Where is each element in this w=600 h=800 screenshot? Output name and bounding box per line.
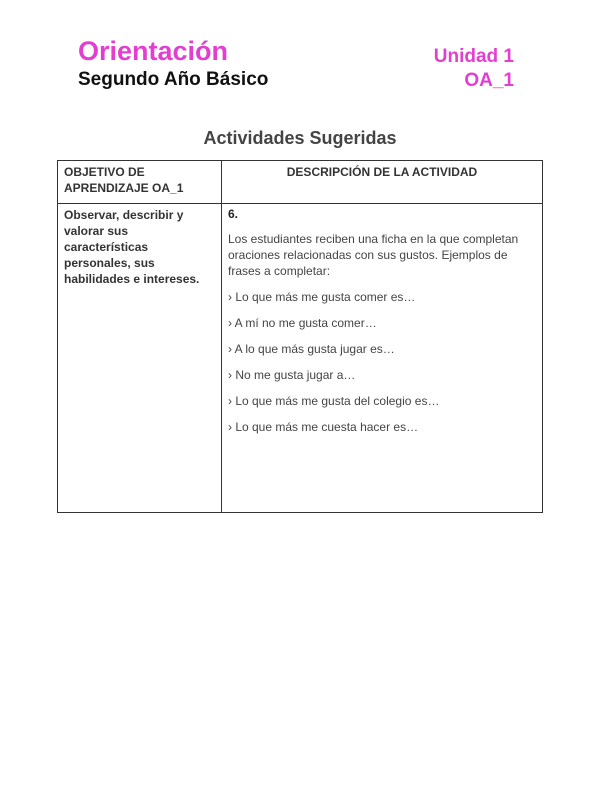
objective-text: Observar, describir y valorar sus características personales, sus habilidades e intereses. (64, 208, 200, 286)
activities-table (57, 160, 543, 513)
oa-label: OA_1 (464, 70, 514, 91)
phrase-item: › Lo que más me gusta comer es… (228, 290, 416, 304)
activity-number: 6. (228, 207, 239, 221)
phrase-item: › A mí no me gusta comer… (228, 316, 377, 330)
description-column-header: DESCRIPCIÓN DE LA ACTIVIDAD (222, 161, 543, 204)
subject-title: Orientación (78, 36, 229, 66)
page-header-left (78, 36, 268, 92)
section-title: Actividades Sugeridas (203, 128, 397, 148)
phrase-item: › A lo que más gusta jugar es… (228, 342, 395, 356)
unit-label: Unidad 1 (433, 46, 514, 67)
page-header-right (434, 45, 514, 93)
phrase-item: › Lo que más me cuesta hacer es… (228, 420, 419, 434)
description-cell (222, 204, 543, 513)
phrase-item: › No me gusta jugar a… (228, 368, 356, 382)
table-header-row (58, 161, 543, 204)
objective-cell (58, 204, 222, 513)
objective-column-header: OBJETIVO DE APRENDIZAJE OA_1 (58, 161, 222, 204)
table-row (58, 204, 543, 513)
phrase-item: › Lo que más me gusta del colegio es… (228, 394, 440, 408)
grade-subtitle: Segundo Año Básico (78, 69, 269, 90)
activity-intro: Los estudiantes reciben una ficha en la que completan oraciones relacionadas con sus gustos. Ejemplos de frases a completar: (228, 232, 519, 278)
